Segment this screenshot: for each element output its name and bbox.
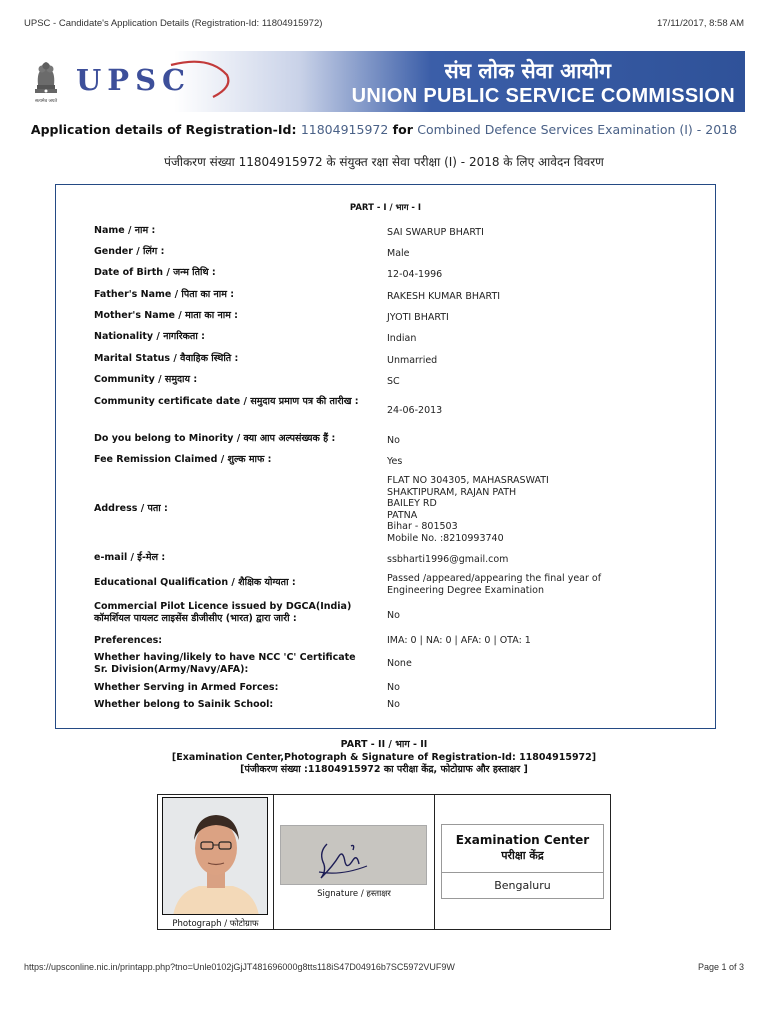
detail-value: SC bbox=[387, 376, 400, 387]
detail-value: Passed /appeared/appearing the final year of Engineering Degree Examination bbox=[387, 573, 602, 596]
detail-label: Whether Serving in Armed Forces: bbox=[94, 682, 279, 693]
detail-label: Name / नाम : bbox=[94, 225, 156, 236]
part-two-heading bbox=[24, 739, 744, 777]
part-two-title: PART - II / भाग - II bbox=[340, 739, 428, 750]
part-one-panel bbox=[55, 184, 716, 729]
detail-value: Yes bbox=[387, 456, 403, 467]
detail-label: Do you belong to Minority / क्या आप अल्पसंख्यक हैं : bbox=[94, 433, 336, 444]
detail-value: No bbox=[387, 435, 400, 446]
detail-value: Indian bbox=[387, 333, 417, 344]
print-header bbox=[24, 18, 744, 32]
heading-for: for bbox=[392, 122, 413, 137]
part-one-title: PART - I / भाग - I bbox=[349, 203, 422, 213]
detail-label: Mother's Name / माता का नाम : bbox=[94, 310, 238, 321]
ashoka-emblem-icon bbox=[28, 57, 64, 107]
exam-name: Combined Defence Services Examination (I) - 2018 bbox=[417, 122, 738, 137]
detail-value: RAKESH KUMAR BHARTI bbox=[387, 291, 501, 302]
detail-value: FLAT NO 304305, MAHASRASWATI SHAKTIPURAM, RAJAN PATH BAILEY RD PATNA Bihar - 801503 Mobile No. :8210993740 bbox=[387, 475, 549, 544]
detail-label: Commercial Pilot Licence issued by DGCA(India) कॉमर्शियल पायलट लाइसेंस डीजीसीए (भारत) द्वारा जारी : bbox=[94, 601, 352, 624]
logo-swoosh-icon bbox=[169, 59, 239, 101]
print-header-title: UPSC - Candidate's Application Details (Registration-Id: 11804915972) bbox=[24, 18, 323, 29]
application-heading-hindi: पंजीकरण संख्या 11804915972 के संयुक्त रक्षा सेवा परीक्षा (I) - 2018 के लिए आवेदन विवरण bbox=[164, 155, 604, 169]
detail-value: SAI SWARUP BHARTI bbox=[387, 227, 484, 238]
banner-hindi-title: संघ लोक सेवा आयोग bbox=[444, 59, 611, 83]
application-heading bbox=[24, 122, 744, 137]
exam-center-heading-hindi: परीक्षा केंद्र bbox=[501, 849, 544, 862]
upsc-banner bbox=[24, 51, 745, 112]
print-footer-url: https://upsconline.nic.in/printapp.php?tno=Unle0102jGjJT481696000g8tts118iS47D04916b7SC5972VUF9W bbox=[24, 962, 455, 972]
detail-label: e-mail / ई-मेल : bbox=[94, 552, 166, 563]
detail-label: Community certificate date / समुदाय प्रमाण पत्र की तारीख : bbox=[94, 396, 359, 407]
exam-center-heading: Examination Center bbox=[455, 833, 590, 847]
detail-label: Educational Qualification / शैक्षिक योग्यता : bbox=[94, 577, 296, 588]
detail-label: Address / पता : bbox=[94, 503, 168, 514]
part-two-table bbox=[157, 794, 611, 930]
heading-prefix: Application details of Registration-Id: bbox=[30, 122, 297, 137]
detail-value: No bbox=[387, 610, 400, 621]
exam-center-cell bbox=[435, 795, 610, 929]
detail-value: IMA: 0 | NA: 0 | AFA: 0 | OTA: 1 bbox=[387, 635, 531, 646]
part-two-subtitle: [Examination Center,Photograph & Signature of Registration-Id: 11804915972] bbox=[171, 751, 597, 763]
detail-label: Preferences: bbox=[94, 635, 163, 646]
photograph-caption: Photograph / फोटोग्राफ bbox=[172, 919, 259, 929]
registration-id: 11804915972 bbox=[300, 122, 389, 137]
detail-value: None bbox=[387, 658, 412, 669]
detail-label: Whether having/likely to have NCC 'C' Certificate Sr. Division(Army/Navy/AFA): bbox=[94, 652, 356, 675]
detail-value: Unmarried bbox=[387, 355, 438, 366]
exam-center-header bbox=[442, 825, 603, 873]
candidate-photograph bbox=[162, 797, 268, 915]
candidate-signature bbox=[280, 825, 427, 885]
detail-value: ssbharti1996@gmail.com bbox=[387, 554, 509, 565]
photograph-cell bbox=[158, 795, 274, 929]
detail-label: Whether belong to Sainik School: bbox=[94, 699, 274, 710]
detail-value: Male bbox=[387, 248, 410, 259]
detail-value: JYOTI BHARTI bbox=[387, 312, 449, 323]
detail-label: Father's Name / पिता का नाम : bbox=[94, 289, 235, 300]
detail-label: Fee Remission Claimed / शुल्क माफ : bbox=[94, 454, 272, 465]
print-footer-page-number: Page 1 of 3 bbox=[697, 962, 744, 972]
detail-label: Date of Birth / जन्म तिथि : bbox=[94, 267, 216, 278]
part-two-hindi-subtitle: [पंजीकरण संख्या :11804915972 का परीक्षा केंद्र, फोटोग्राफ और हस्ताक्षर ] bbox=[240, 764, 528, 775]
print-footer bbox=[24, 962, 744, 976]
detail-value: No bbox=[387, 682, 400, 693]
detail-label: Nationality / नागरिकता : bbox=[94, 331, 205, 342]
signature-image bbox=[281, 826, 427, 885]
signature-caption: Signature / हस्ताक्षर bbox=[317, 889, 391, 899]
upsc-logo-text: UPSC bbox=[76, 63, 192, 97]
detail-label: Gender / लिंग : bbox=[94, 246, 165, 257]
candidate-photo-image bbox=[163, 798, 268, 915]
detail-value: No bbox=[387, 699, 400, 710]
detail-label: Community / समुदाय : bbox=[94, 374, 198, 385]
exam-center-value: Bengaluru bbox=[494, 879, 551, 892]
detail-value: 24-06-2013 bbox=[387, 405, 443, 416]
exam-center-box bbox=[441, 824, 604, 899]
print-header-datetime: 17/11/2017, 8:58 AM bbox=[657, 18, 744, 29]
detail-value: 12-04-1996 bbox=[387, 269, 443, 280]
signature-cell bbox=[274, 795, 435, 929]
emblem-caption: सत्यमेव जयते bbox=[34, 99, 58, 104]
banner-english-title: UNION PUBLIC SERVICE COMMISSION bbox=[351, 85, 735, 107]
detail-label: Marital Status / वैवाहिक स्थिति : bbox=[94, 353, 239, 364]
